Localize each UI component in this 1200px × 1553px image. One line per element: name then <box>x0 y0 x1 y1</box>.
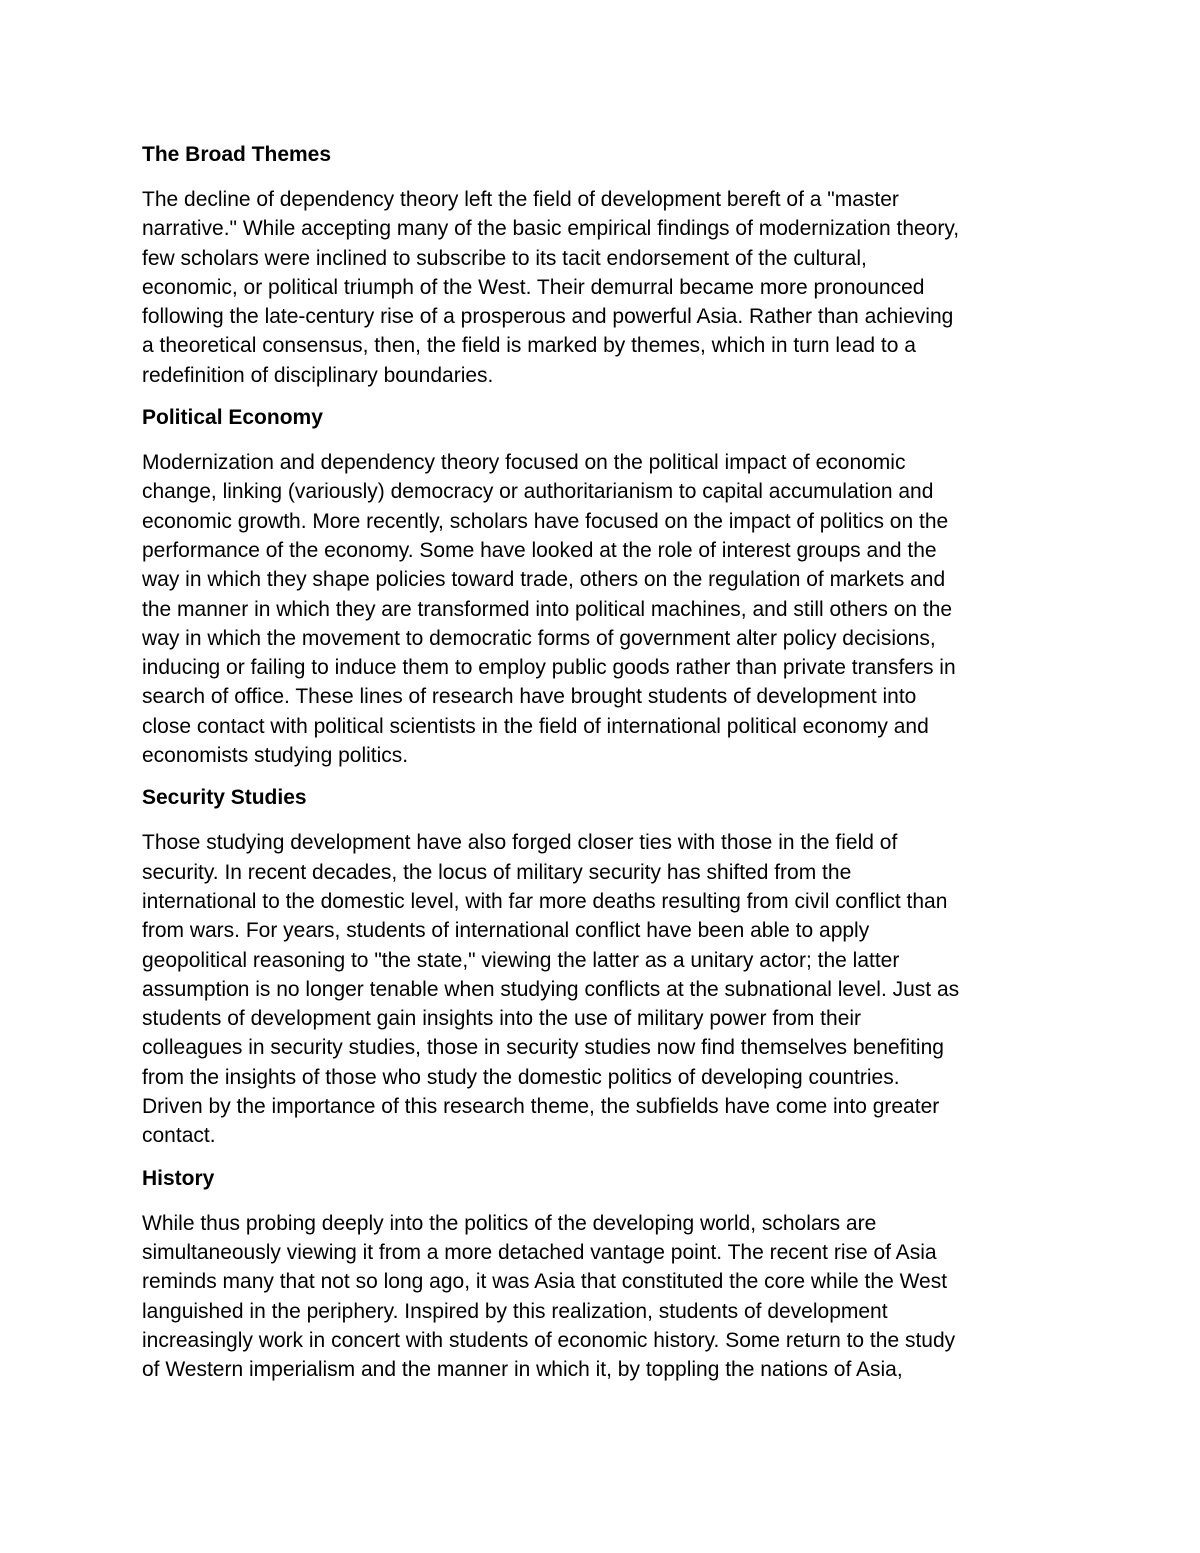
section-heading-security-studies: Security Studies <box>142 786 307 810</box>
section-body-broad-themes: The decline of dependency theory left the field of development bereft of a "master narrative." While accepting many of the basic empirical findings of modernization theory, few scholars were inclined to subscribe to its tacit endorsement of the cultural, economic, or political triumph of the West. Their demurral became more pronounced following the late-century rise of a prosperous and powerful Asia. Rather than achieving a theoretical consensus, then, the field is marked by themes, which in turn lead to a redefinition of disciplinary boundaries. <box>142 188 960 387</box>
document-page <box>142 140 1062 1397</box>
section-heading-political-economy: Political Economy <box>142 406 323 430</box>
section-heading-broad-themes: The Broad Themes <box>142 143 332 166</box>
section-body-history: While thus probing deeply into the politics of the developing world, scholars are simultaneously viewing it from a more detached vantage point. The recent rise of Asia reminds many that not so long ago, it was Asia that constituted the core while the West languished in the periphery. Inspired by this realization, students of development increasingly work in concert with students of economic history. Some return to the study of Western imperialism and the manner in which it, by toppling the nations of Asia, <box>142 1211 956 1382</box>
section-body-political-economy: Modernization and dependency theory focused on the political impact of economic change, linking (variously) democracy or authoritarianism to capital accumulation and economic growth. More recently, scholars have focused on the impact of politics on the performance of the economy. Some have looked at the role of interest groups and the way in which they shape policies toward trade, others on the regulation of markets and the manner in which they are transformed into political machines, and still others on the way in which the movement to democratic forms of government alter policy decisions, inducing or failing to induce them to employ public goods rather than private transfers in search of office. These lines of research have brought students of development into close contact with political scientists in the field of international political economy and economists studying politics. <box>142 451 956 768</box>
section-body-security-studies: Those studying development have also forged closer ties with those in the field of security. In recent decades, the locus of military security has shifted from the international to the domestic level, with far more deaths resulting from civil conflict than from wars. For years, students of international conflict have been able to apply geopolitical reasoning to "the state," viewing the latter as a unitary actor; the latter assumption is no longer tenable when studying conflicts at the subnational level. Just as students of development gain insights into the use of military power from their colleagues in security studies, those in security studies now find themselves benefiting from the insights of those who study the domestic politics of developing countries. Driven by the importance of this research theme, the subfields have come into greater contact. <box>142 831 960 1148</box>
section-heading-history: History <box>142 1166 215 1190</box>
